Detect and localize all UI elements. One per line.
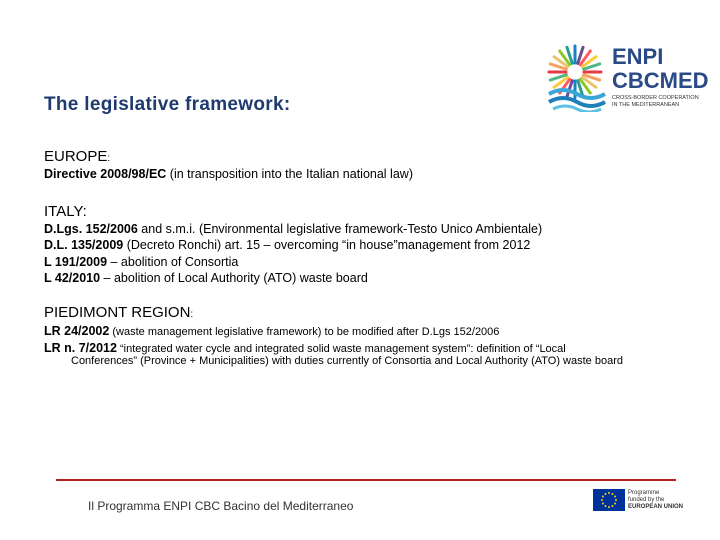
europe-directive-bold: Directive 2008/98/EC	[44, 167, 167, 181]
italy-line-4-rest: – abolition of Local Authority (ATO) waste board	[100, 271, 368, 285]
piedmont-heading-colon: :	[190, 309, 194, 320]
footer-divider	[56, 479, 676, 481]
eu-flag-icon	[593, 489, 625, 511]
footer-programme-text: Il Programma ENPI CBC Bacino del Mediterraneo	[88, 499, 354, 513]
logo-line-2: CBCMED	[612, 68, 709, 93]
piedmont-lr-2-continuation: Conferences” (Province + Municipalities) with duties currently of Consortia and Local Authority (ATO) waste board	[71, 355, 623, 367]
italy-line-1	[44, 222, 542, 236]
italy-line-2-bold: D.L. 135/2009	[44, 238, 124, 252]
page-title: The legislative framework:	[44, 94, 291, 115]
europe-directive	[44, 167, 413, 181]
europe-heading	[44, 148, 110, 165]
piedmont-lr-2-bold: LR n. 7/2012	[44, 341, 117, 355]
italy-line-1-rest: and s.m.i. (Environmental legislative framework-Testo Unico Ambientale)	[137, 222, 543, 236]
logo-tagline-2: IN THE MEDITERRANEAN	[612, 102, 680, 108]
europe-heading-colon: :	[107, 153, 111, 164]
italy-line-3	[44, 255, 238, 269]
italy-line-1-bold: D.Lgs. 152/2006	[44, 222, 138, 236]
piedmont-lr-2	[44, 341, 566, 355]
italy-line-4	[44, 271, 368, 285]
italy-line-2-rest: (Decreto Ronchi) art. 15 – overcoming “in house”management from 2012	[123, 238, 531, 252]
eu-line-1: Programme	[628, 490, 660, 496]
europe-directive-rest: (in transposition into the Italian national law)	[166, 167, 413, 181]
piedmont-lr-2-rest: “integrated water cycle and integrated solid waste management system”: definition of “Local	[116, 343, 566, 355]
eu-logo	[593, 488, 713, 514]
italy-line-3-rest: – abolition of Consortia	[107, 255, 239, 269]
europe-heading-text: EUROPE	[44, 148, 108, 165]
eu-line-3: EUROPEAN UNION	[628, 504, 684, 510]
piedmont-lr-1	[44, 324, 499, 338]
italy-line-2	[44, 238, 530, 252]
eu-line-2: funded by the	[628, 497, 665, 503]
italy-line-3-bold: L 191/2009	[44, 255, 108, 269]
logo-tagline-1: CROSS-BORDER COOPERATION	[612, 95, 699, 101]
piedmont-heading	[44, 304, 193, 321]
italy-line-4-bold: L 42/2010	[44, 271, 101, 285]
piedmont-lr-1-rest: (waste management legislative framework) to be modified after D.Lgs 152/2006	[109, 326, 500, 338]
logo-line-1: ENPI	[612, 44, 664, 69]
enpi-logo	[545, 38, 709, 114]
piedmont-heading-text: PIEDIMONT REGION	[44, 304, 191, 321]
enpi-sun-icon	[545, 38, 609, 112]
piedmont-lr-1-bold: LR 24/2002	[44, 324, 110, 338]
italy-heading: ITALY:	[44, 203, 87, 220]
